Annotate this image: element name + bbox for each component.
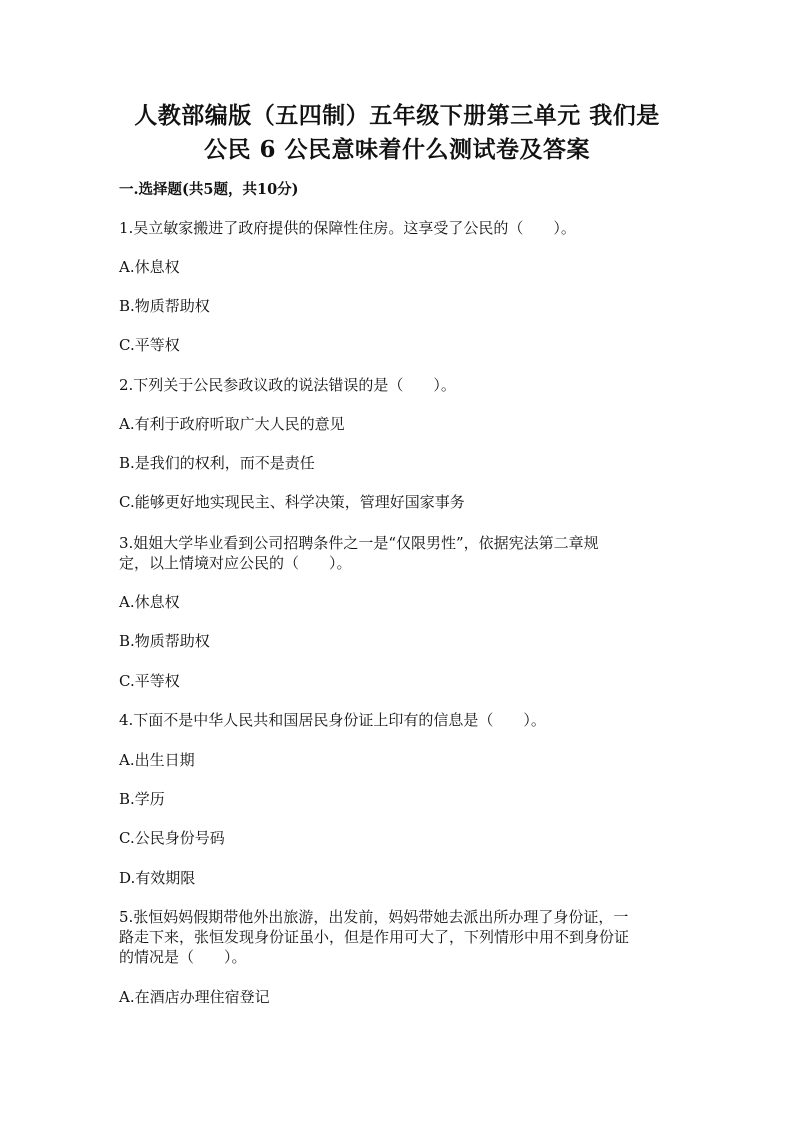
document-title-line-1: 人教部编版（五四制）五年级下册第三单元 我们是 bbox=[134, 102, 660, 129]
question-5-stem-line-2: 路走下来，张恒发现身份证虽小，但是作用可大了，下列情形中用不到身份证 bbox=[119, 928, 630, 946]
question-2-stem: 2.下列关于公民参政议政的说法错误的是（ ）。 bbox=[119, 376, 456, 394]
question-1-option-b: B.物质帮助权 bbox=[119, 297, 210, 315]
question-4-option-d: D.有效期限 bbox=[119, 869, 196, 887]
question-4-stem: 4.下面不是中华人民共和国居民身份证上印有的信息是（ ）。 bbox=[119, 711, 546, 729]
section-heading: 一.选择题(共5题，共10分) bbox=[119, 181, 299, 198]
question-1-option-a: A.休息权 bbox=[119, 258, 180, 276]
document-title-line-2: 公民 6 公民意味着什么测试卷及答案 bbox=[203, 136, 591, 163]
question-2-option-a: A.有利于政府听取广大人民的意见 bbox=[119, 415, 345, 433]
question-5-stem-line-3: 的情况是（ ）。 bbox=[119, 948, 247, 966]
question-2-option-c: C.能够更好地实现民主、科学决策，管理好国家事务 bbox=[119, 493, 465, 511]
question-4-option-b: B.学历 bbox=[119, 790, 165, 808]
question-1-option-c: C.平等权 bbox=[119, 336, 180, 354]
question-3-stem-line-2: 定，以上情境对应公民的（ ）。 bbox=[119, 554, 352, 572]
question-5-option-a: A.在酒店办理住宿登记 bbox=[119, 988, 270, 1006]
question-1-stem: 1.吴立敏家搬进了政府提供的保障性住房。这享受了公民的（ ）。 bbox=[119, 219, 576, 237]
question-4-option-a: A.出生日期 bbox=[119, 751, 195, 769]
question-3-option-a: A.休息权 bbox=[119, 593, 180, 611]
question-2-option-b: B.是我们的权利，而不是责任 bbox=[119, 454, 315, 472]
question-3-option-b: B.物质帮助权 bbox=[119, 632, 210, 650]
question-4-option-c: C.公民身份号码 bbox=[119, 829, 225, 847]
question-3-stem-line-1: 3.姐姐大学毕业看到公司招聘条件之一是“仅限男性”，依据宪法第二章规 bbox=[119, 534, 599, 552]
question-5-stem-line-1: 5.张恒妈妈假期带他外出旅游，出发前，妈妈带她去派出所办理了身份证，一 bbox=[119, 908, 629, 926]
question-3-option-c: C.平等权 bbox=[119, 672, 180, 690]
